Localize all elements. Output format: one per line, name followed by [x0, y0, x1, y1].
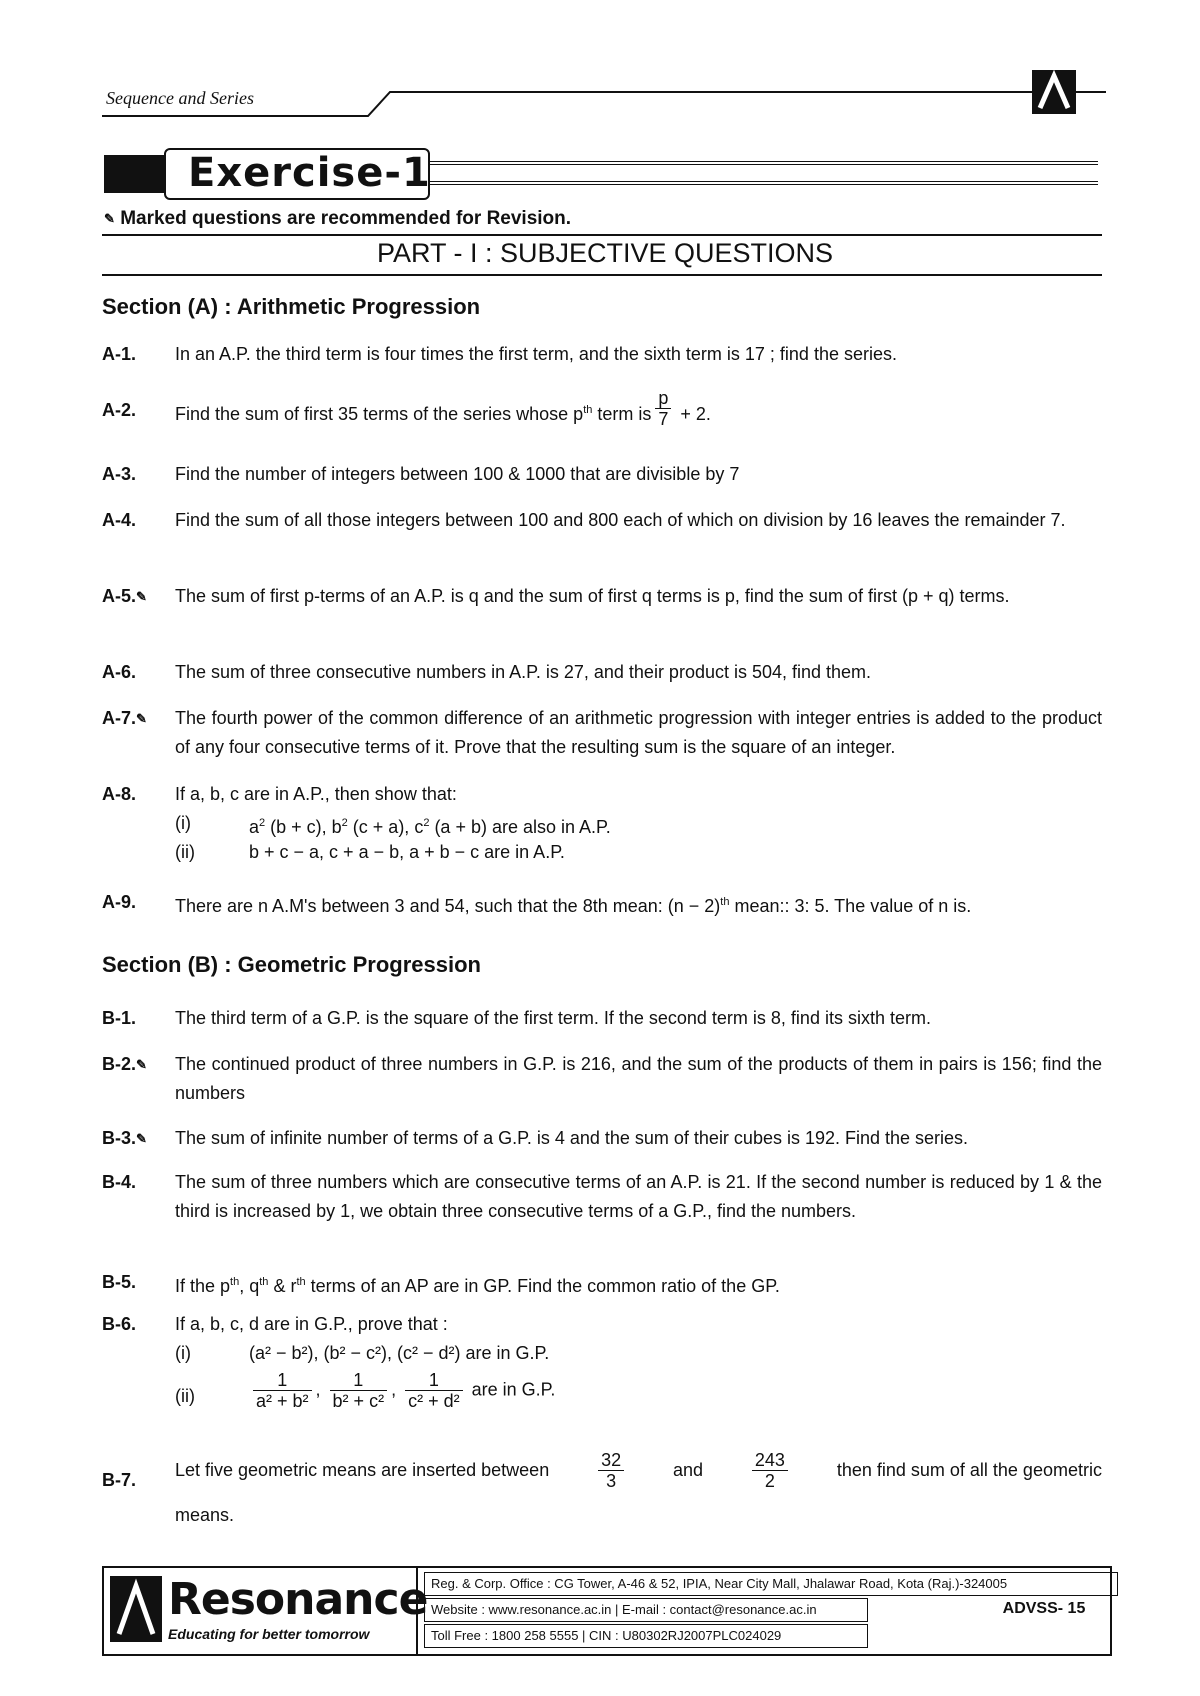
- question-text: [175, 888, 1102, 921]
- sub-part-ii: [102, 838, 1102, 867]
- toll-free: Toll Free : 1800 258 5555 | CIN : U80302RJ2007PLC024029: [424, 1624, 868, 1648]
- brand-name: Resonance: [168, 1574, 428, 1625]
- fraction: [405, 1370, 463, 1411]
- question-text: The continued product of three numbers in G.P. is 216, and the sum of the products of them in pairs is 156; find the numbers: [175, 1054, 1102, 1103]
- sub-text: (a² − b²), (b² − c²), (c² − d²) are in G.P.: [249, 1343, 550, 1363]
- sub-label: (i): [175, 1343, 191, 1363]
- question-text: The third term of a G.P. is the square of the first term. If the second term is 8, find its sixth term.: [175, 1008, 931, 1028]
- superscript: th: [259, 1276, 269, 1288]
- pencil-icon: ✎: [136, 589, 147, 604]
- question-a5: [102, 582, 1102, 611]
- text-part: Find the sum of first 35 terms of the series whose p: [175, 404, 584, 424]
- question-a3: [102, 460, 1102, 489]
- question-text: [175, 387, 1102, 429]
- text-part: and: [672, 1460, 704, 1480]
- exercise-title: Exercise-1: [188, 150, 431, 196]
- question-number: B-4.: [102, 1172, 137, 1192]
- question-b6: [102, 1310, 1102, 1426]
- denominator: 7: [658, 408, 669, 429]
- question-number: B-6.: [102, 1314, 137, 1334]
- question-b4: [102, 1168, 1102, 1226]
- page-number: ADVSS- 15: [1002, 1600, 1086, 1617]
- numerator: 1: [405, 1370, 463, 1391]
- sub-part-ii: [102, 1368, 1102, 1426]
- question-number: B-5.: [102, 1272, 137, 1292]
- denominator: 3: [606, 1471, 617, 1491]
- numerator: 32: [598, 1450, 624, 1471]
- fraction: [655, 388, 671, 429]
- text-part: There are n A.M's between 3 and 54, such that the 8th mean: (n − 2): [175, 896, 721, 916]
- superscript: th: [296, 1276, 306, 1288]
- question-number: A-1.: [102, 344, 137, 364]
- question-text: The sum of three consecutive numbers in A.P. is 27, and their product is 504, find them.: [175, 662, 872, 682]
- text-part: (a + b) are also in A.P.: [429, 817, 611, 837]
- question-b7: [102, 1450, 1102, 1530]
- part-title: PART - I : SUBJECTIVE QUESTIONS: [376, 238, 834, 268]
- question-a1: [102, 340, 1102, 369]
- superscript: 2: [423, 817, 430, 829]
- question-number: A-6.: [102, 662, 137, 682]
- office-address: Reg. & Corp. Office : CG Tower, A-46 & 52, IPIA, Near City Mall, Jhalawar Road, Kota (Raj.)-324005: [424, 1572, 1118, 1596]
- numerator: p: [655, 388, 671, 409]
- sub-part-i: [102, 809, 1102, 838]
- question-number: [102, 582, 147, 612]
- pencil-icon: ✎: [136, 711, 147, 726]
- text-part: Let five geometric means are inserted between: [175, 1460, 550, 1480]
- question-text: The sum of infinite number of terms of a G.P. is 4 and the sum of their cubes is 192. Find the series.: [175, 1128, 969, 1148]
- question-number: A-3.: [102, 464, 137, 484]
- question-number: A-8.: [102, 784, 137, 804]
- superscript: th: [720, 896, 730, 908]
- question-a8: [102, 780, 1102, 867]
- pencil-icon: ✎: [136, 1057, 147, 1072]
- number-text: A-5.: [102, 586, 137, 606]
- denominator: b² + c²: [332, 1391, 385, 1411]
- question-b2: [102, 1050, 1102, 1108]
- website-email: Website : www.resonance.ac.in | E-mail : contact@resonance.ac.in: [424, 1598, 868, 1622]
- question-number: [102, 704, 147, 734]
- text-part: (b + c), b: [265, 817, 342, 837]
- denominator: c² + d²: [408, 1391, 460, 1411]
- number-text: B-2.: [102, 1054, 137, 1074]
- fraction: [752, 1450, 788, 1491]
- question-b1: [102, 1004, 1102, 1033]
- superscript: 2: [341, 817, 348, 829]
- question-text: If a, b, c are in A.P., then show that:: [175, 784, 457, 804]
- exercise-banner-lines: [430, 161, 1098, 185]
- superscript: 2: [259, 817, 266, 829]
- section-a-title: Section (A) : Arithmetic Progression: [102, 294, 481, 319]
- resonance-logo-icon: [110, 1576, 162, 1642]
- text-part: & r: [268, 1276, 297, 1296]
- denominator: 2: [764, 1471, 775, 1491]
- question-number: B-1.: [102, 1008, 137, 1028]
- question-number: [102, 1124, 147, 1154]
- denominator: a² + b²: [256, 1391, 309, 1411]
- question-text: In an A.P. the third term is four times the first term, and the sixth term is 17 ; find the series.: [175, 344, 897, 364]
- exercise-banner-block: [104, 155, 164, 193]
- text-part: mean:: 3: 5. The value of n is.: [729, 896, 972, 916]
- pencil-icon: ✎: [136, 1131, 147, 1146]
- question-text: The fourth power of the common difference of an arithmetic progression with integer entries is added to the product of any four consecutive terms of it. Prove that the resulting sum is the square of an integer.: [175, 708, 1102, 757]
- question-text: Find the sum of all those integers between 100 and 800 each of which on division by 16 leaves the remainder 7.: [175, 510, 1066, 530]
- question-a4: [102, 506, 1102, 535]
- question-text: Find the number of integers between 100 & 1000 that are divisible by 7: [175, 464, 740, 484]
- question-text: The sum of first p-terms of an A.P. is q and the sum of first q terms is p, find the sum of first (p + q) terms.: [175, 586, 1010, 606]
- number-text: B-3.: [102, 1128, 137, 1148]
- question-a6: [102, 658, 1102, 687]
- question-number: A-2.: [102, 400, 137, 420]
- text-part: are in G.P.: [471, 1379, 556, 1400]
- running-header: Sequence and Series: [106, 88, 254, 108]
- sub-label: (i): [175, 813, 191, 833]
- question-a7: [102, 704, 1102, 762]
- question-text: If a, b, c, d are in G.P., prove that :: [175, 1314, 448, 1334]
- number-text: A-7.: [102, 708, 137, 728]
- divider: [102, 234, 1102, 236]
- marked-note: [104, 208, 571, 230]
- brand-tagline: Educating for better tomorrow: [168, 1626, 370, 1642]
- question-number: [102, 1050, 147, 1080]
- fraction: [253, 1370, 312, 1411]
- numerator: 1: [253, 1370, 312, 1391]
- divider: [102, 274, 1102, 276]
- superscript: th: [583, 404, 593, 416]
- superscript: th: [230, 1276, 240, 1288]
- numerator: 243: [752, 1450, 788, 1471]
- text-part: If the p: [175, 1276, 231, 1296]
- footer: [102, 1566, 1112, 1656]
- header-rule: [0, 0, 1200, 130]
- question-text: [175, 1450, 1102, 1491]
- marked-note-text: Marked questions are recommended for Revision.: [120, 208, 572, 229]
- question-text: [175, 1268, 1102, 1301]
- resonance-logo-icon: [1032, 70, 1076, 114]
- text-part: then find sum of all the geometric: [836, 1460, 1102, 1480]
- text-part: + 2.: [675, 404, 711, 424]
- fraction: [330, 1370, 388, 1411]
- question-number: A-4.: [102, 510, 137, 530]
- question-b5: [102, 1268, 1102, 1301]
- text-part: terms of an AP are in GP. Find the common ratio of the GP.: [305, 1276, 780, 1296]
- text-part: (c + a), c: [347, 817, 424, 837]
- question-a2: [102, 387, 1102, 429]
- sub-part-i: [102, 1339, 1102, 1368]
- pencil-icon: ✎: [104, 211, 115, 226]
- sub-label: (ii): [175, 842, 195, 862]
- sub-text: b + c − a, c + a − b, a + b − c are in A.P.: [249, 842, 565, 862]
- question-b3: [102, 1124, 1102, 1153]
- question-text: The sum of three numbers which are consecutive terms of an A.P. is 21. If the second number is reduced by 1 & the third is increased by 1, we obtain three consecutive terms of a G.P., find the numbers.: [175, 1172, 1102, 1221]
- numerator: 1: [330, 1370, 388, 1391]
- question-number: A-9.: [102, 892, 137, 912]
- sub-text: $\frac{1}{\text{a² + b²}}$ , $\frac{1}{\text{b² + c²}}$ , $\frac{1}{\text{c² + d²}}$ are in G.P.: [249, 1370, 555, 1411]
- section-b-title: Section (B) : Geometric Progression: [102, 952, 481, 977]
- question-text-cont: means.: [175, 1505, 235, 1525]
- text-part: a: [249, 817, 260, 837]
- text-part: , q: [239, 1276, 260, 1296]
- text-part: term is: [592, 404, 652, 424]
- question-number: B-7.: [102, 1470, 137, 1490]
- fraction: [598, 1450, 624, 1491]
- footer-logo: [104, 1568, 428, 1654]
- question-a9: [102, 888, 1102, 921]
- sub-label: (ii): [175, 1386, 195, 1406]
